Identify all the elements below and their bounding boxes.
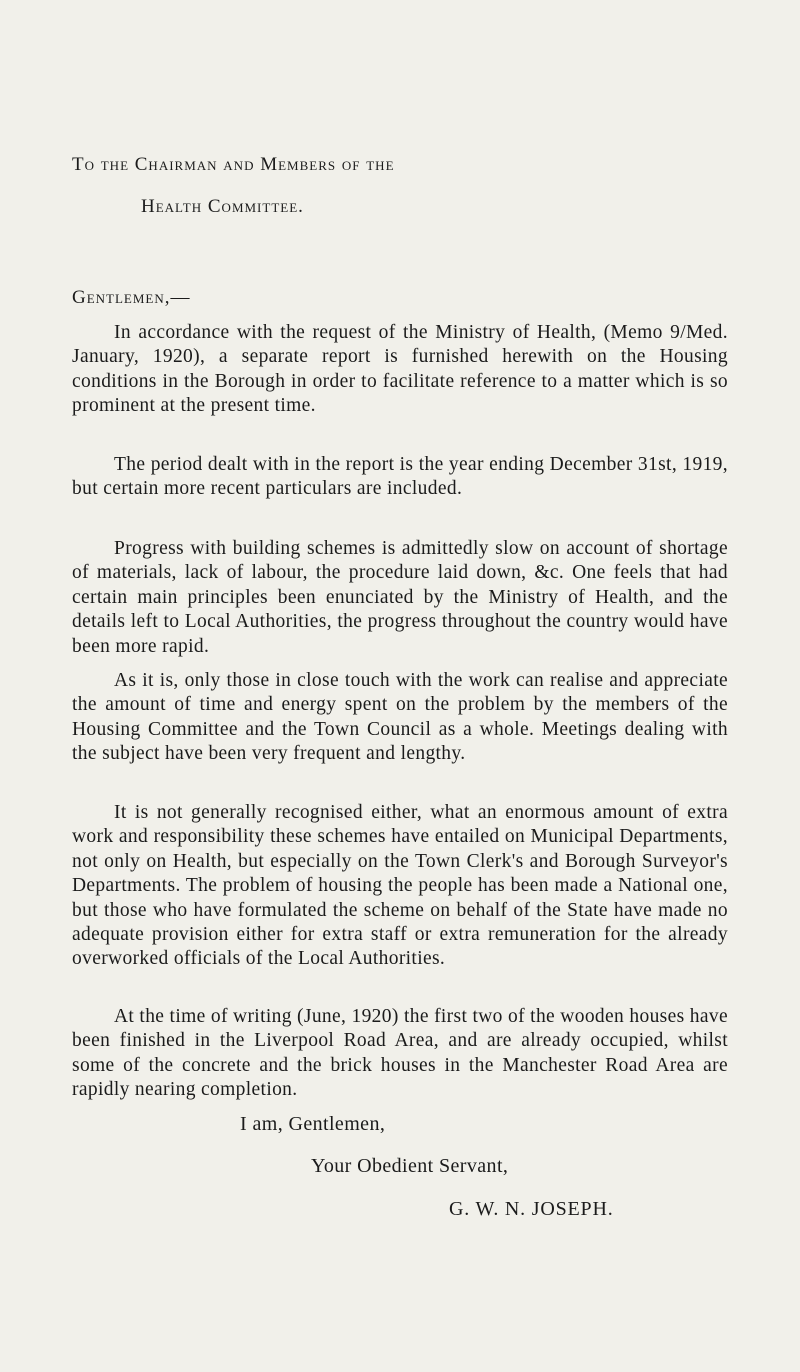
closing-greeting: I am, Gentlemen,: [240, 1113, 386, 1135]
committee-name: Health Committee.: [141, 196, 304, 217]
addressee-line: To the Chairman and Members of the: [72, 154, 395, 175]
closing-servant: Your Obedient Servant,: [311, 1155, 509, 1177]
signature: G. W. N. JOSEPH.: [449, 1198, 614, 1220]
paragraph-current-status: At the time of writing (June, 1920) the first two of the wooden houses have been finished in the Liverpool Road Area, and are already occupied, whilst some of the concrete and the brick houses in the Manchester Road Area are rapidly nearing completion.: [72, 1006, 728, 1101]
paragraph-committee-work: As it is, only those in close touch with the work can realise and appreciate the amount of time and energy spent on the problem by the members of the Housing Committee and the Town Council as a whole. Meetings dealing with the subject have been very frequent and lengthy.: [72, 670, 728, 765]
paragraph-building-progress: Progress with building schemes is admittedly slow on account of shortage of materials, lack of labour, the procedure laid down, &c. One feels that had certain main principles been enunciated by the Ministry of Health, and the details left to Local Authorities, the progress throughout the country would have been more rapid.: [72, 538, 728, 657]
salutation: Gentlemen,—: [72, 287, 191, 308]
paragraph-departmental-burden: It is not generally recognised either, what an enormous amount of extra work and responsibility these schemes have entailed on Municipal Departments, not only on Health, but especially on the Town Clerk's and Borough Surveyor's Departments. The problem of housing the people has been made a National one, but those who have formulated the scheme on behalf of the State have made no adequate provision either for extra staff or extra remuneration for the already overworked officials of the Local Authorities.: [72, 802, 728, 970]
paragraph-ministry-request: In accordance with the request of the Ministry of Health, (Memo 9/Med. January, 1920), a separate report is furnished herewith on the Housing conditions in the Borough in order to facilitate reference to a matter which is so prominent at the present time.: [72, 322, 728, 417]
paragraph-report-period: The period dealt with in the report is the year ending December 31st, 1919, but certain more recent particulars are included.: [72, 454, 728, 500]
